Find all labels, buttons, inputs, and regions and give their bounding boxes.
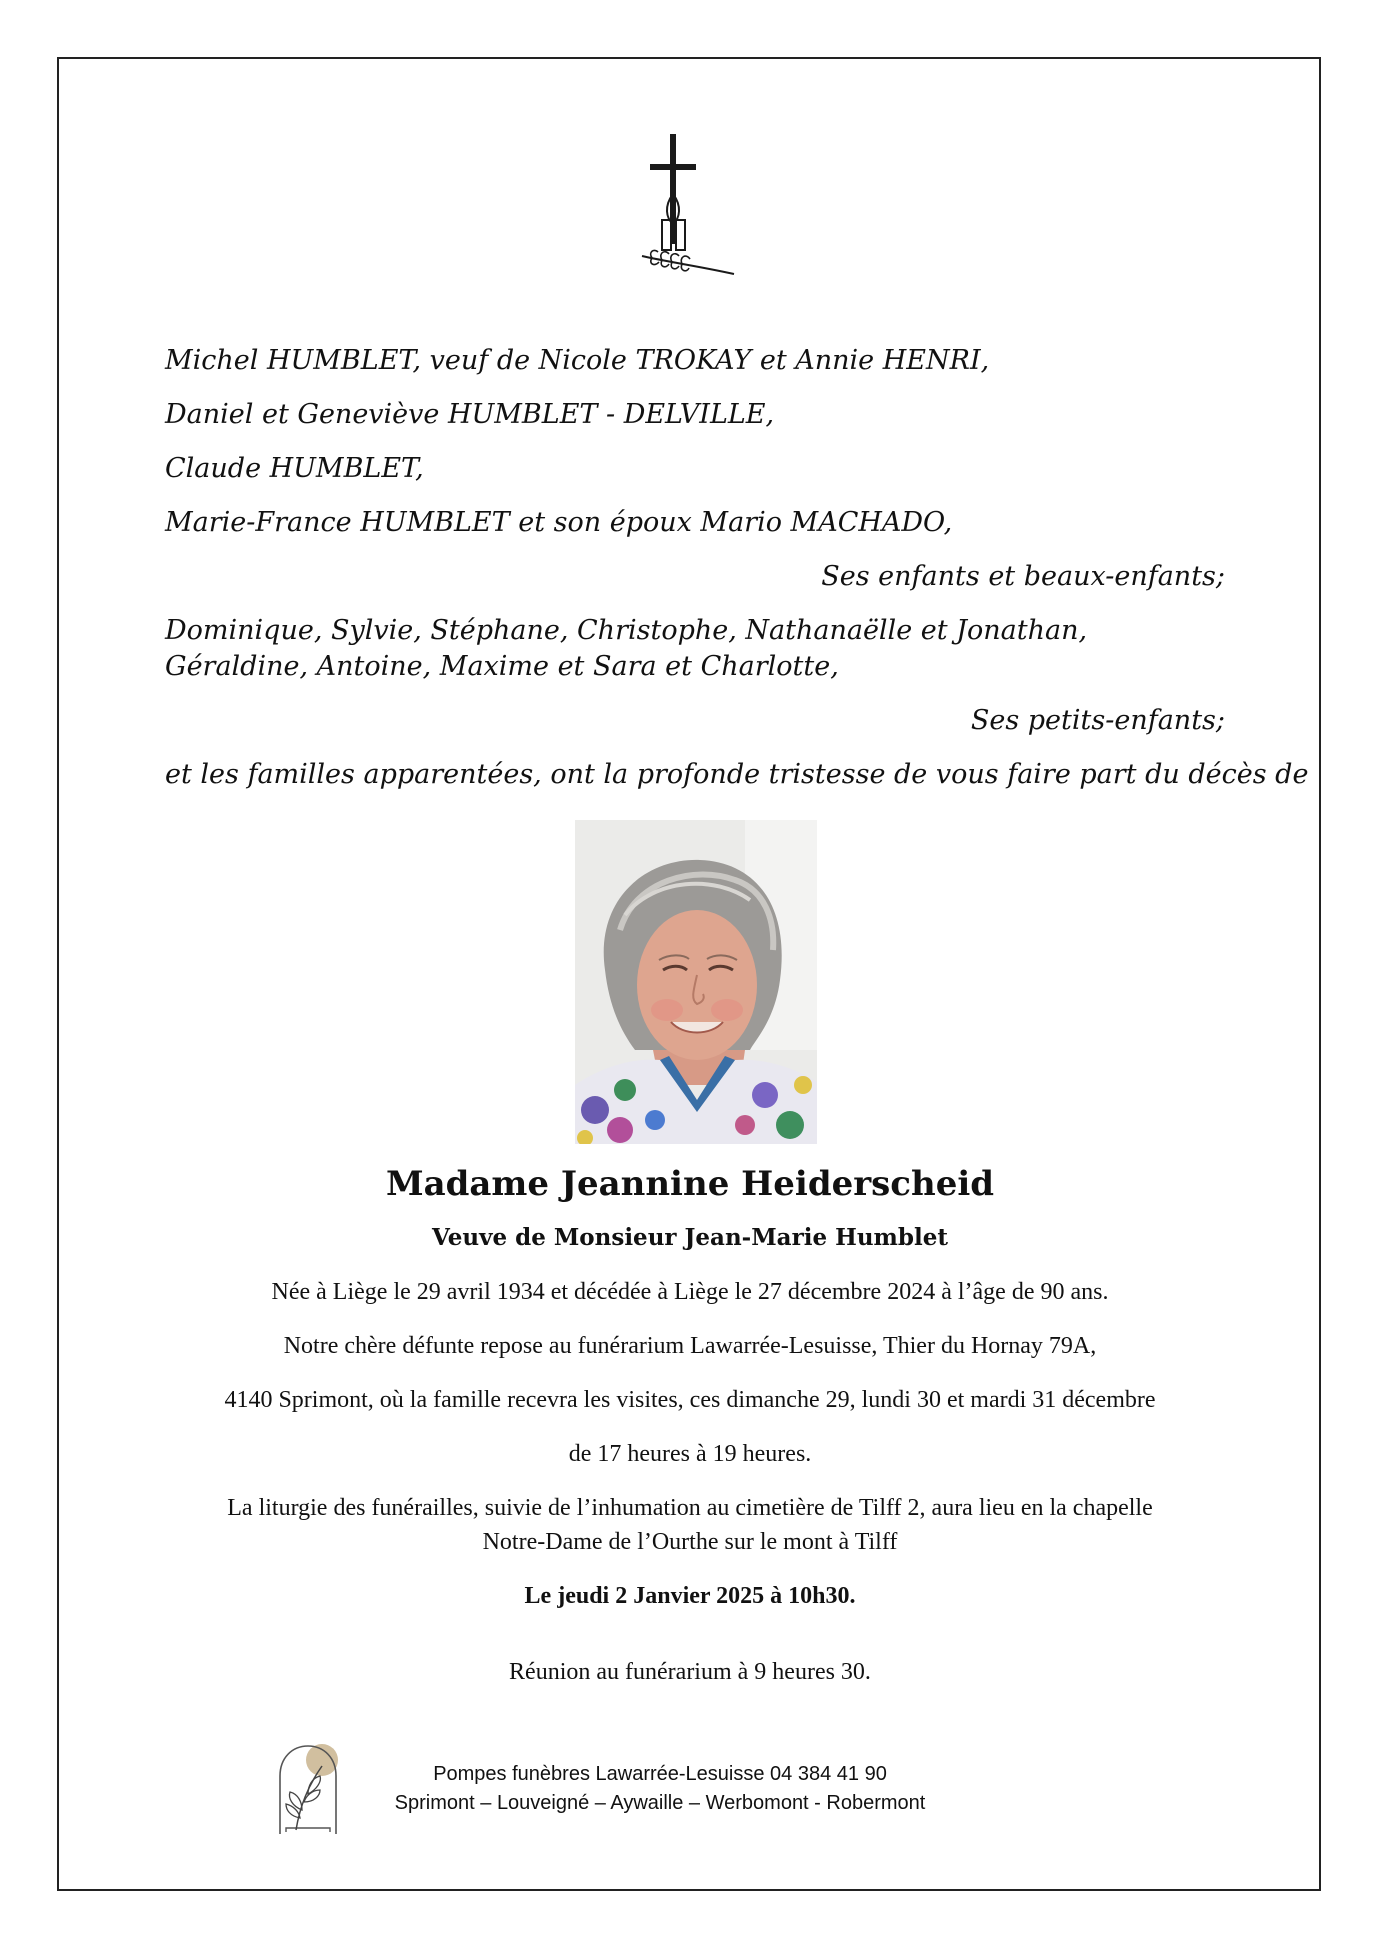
funeral-home-logo-icon (272, 1736, 344, 1836)
meeting-line: Réunion au funérarium à 9 heures 30. (509, 1659, 871, 1685)
family-line-3: Claude HUMBLET, (165, 453, 424, 484)
grandchildren-names: Dominique, Sylvie, Stéphane, Christophe, Nathanaëlle et Jonathan, Géraldine, Antoine, Maxime et Sara et Charlotte, (165, 615, 1088, 682)
children-label: Ses enfants et beaux-enfants; (821, 561, 1225, 592)
widow-of: Veuve de Monsieur Jean-Marie Humblet (432, 1224, 948, 1251)
family-line-2: Daniel et Geneviève HUMBLET - DELVILLE, (165, 399, 775, 430)
funeral-home-contact: Pompes funèbres Lawarrée-Lesuisse 04 384 41 90 (433, 1763, 887, 1785)
rest-line-2: 4140 Sprimont, où la famille recevra les visites, ces dimanche 29, lundi 30 et mardi 31 décembre (224, 1387, 1156, 1413)
deceased-name: Madame Jeannine Heiderscheid (385, 1164, 995, 1204)
funeral-home-footer (360, 1760, 960, 1818)
birth-death-line: Née à Liège le 29 avril 1934 et décédée à Liège le 27 décembre 2024 à l’âge de 90 ans. (271, 1279, 1109, 1305)
announcement-line: et les familles apparentées, ont la profonde tristesse de vous faire part du décès de (165, 759, 1309, 790)
funeral-home-locations: Sprimont – Louveigné – Aywaille – Werbomont - Robermont (394, 1792, 926, 1814)
funeral-details (100, 1275, 1280, 1709)
rest-line-1: Notre chère défunte repose au funérarium Lawarrée-Lesuisse, Thier du Hornay 79A, (283, 1333, 1097, 1359)
liturgy-line-1: La liturgie des funérailles, suivie de l’inhumation au cimetière de Tilff 2, aura lieu en la chapelle (227, 1495, 1153, 1521)
family-list (165, 343, 1309, 811)
cross-candle-icon (638, 128, 748, 288)
grandchildren-label: Ses petits-enfants; (970, 705, 1225, 736)
family-line-1: Michel HUMBLET, veuf de Nicole TROKAY et Annie HENRI, (165, 345, 990, 376)
funeral-date: Le jeudi 2 Janvier 2025 à 10h30. (524, 1583, 856, 1609)
portrait-photo (575, 820, 817, 1144)
family-line-4: Marie-France HUMBLET et son époux Mario MACHADO, (165, 507, 953, 538)
liturgy-line-2: Notre-Dame de l’Ourthe sur le mont à Tilff (482, 1529, 898, 1555)
rest-line-3: de 17 heures à 19 heures. (568, 1441, 812, 1467)
